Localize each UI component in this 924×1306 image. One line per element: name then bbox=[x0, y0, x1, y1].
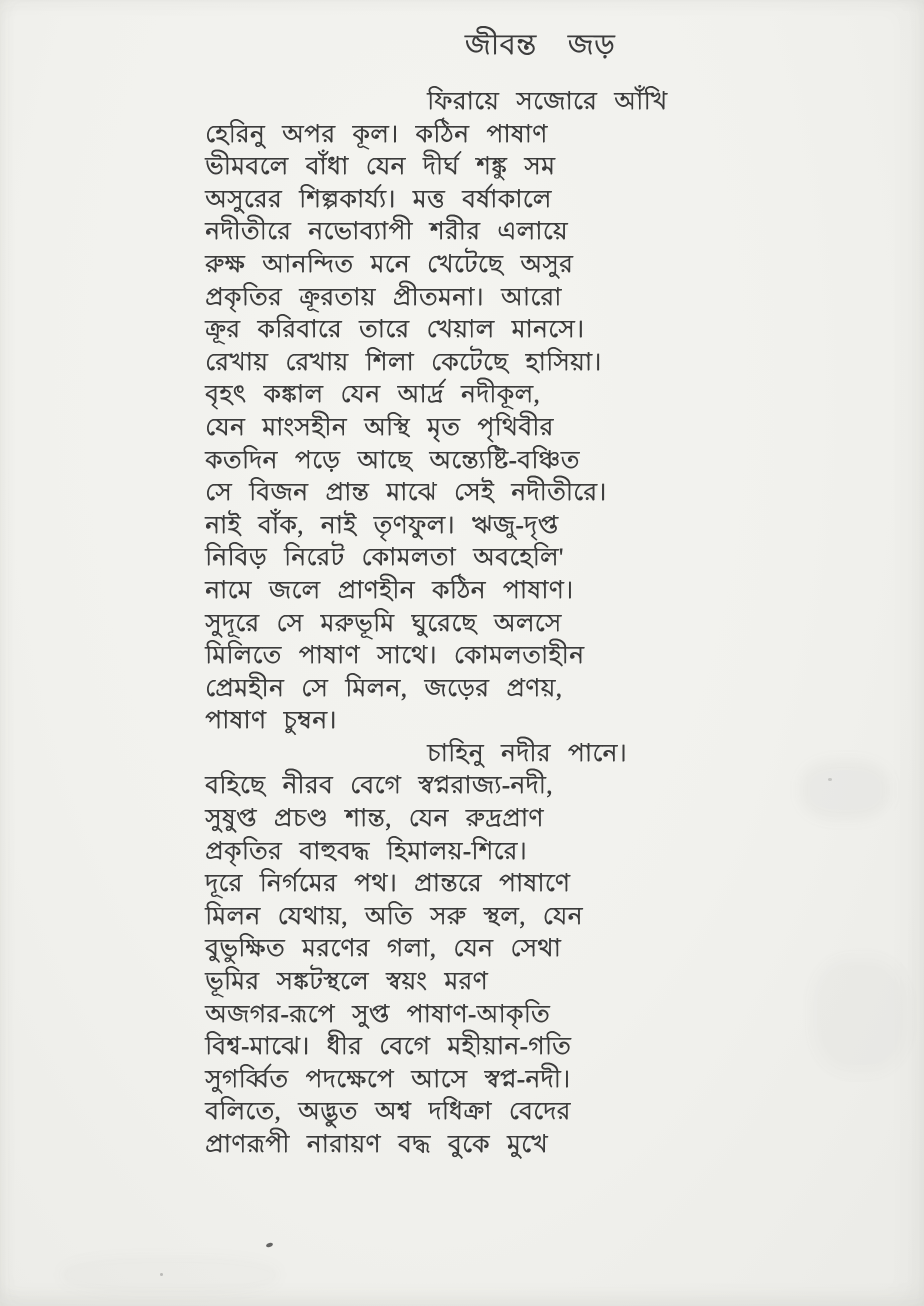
ink-speck bbox=[160, 1273, 163, 1276]
poem-line: রেখায় রেখায় শিলা কেটেছে হাসিয়া। bbox=[205, 348, 602, 376]
poem-line: কতদিন পড়ে আছে অন্ত্যেষ্টি-বঞ্চিত bbox=[205, 446, 580, 474]
scan-smudge bbox=[60, 1255, 280, 1295]
poem-line: প্রকৃতির বাহুবদ্ধ হিমালয়-শিরে। bbox=[205, 837, 527, 865]
poem-line: সুগর্ব্বিত পদক্ষেপে আসে স্বপ্ন-নদী। bbox=[205, 1065, 571, 1093]
poem-body bbox=[205, 86, 805, 1162]
poem-line: সে বিজন প্রান্ত মাঝে সেই নদীতীরে। bbox=[205, 479, 607, 507]
poem-line: অসুরের শিল্পকার্য্য। মত্ত বর্ষাকালে bbox=[205, 185, 552, 213]
poem-line: নদীতীরে নভোব্যাপী শরীর এলায়ে bbox=[205, 218, 568, 246]
poem-line: বলিতে, অদ্ভুত অশ্ব দধিক্রা বেদের bbox=[205, 1098, 571, 1126]
poem-line: ক্রূর করিবারে তারে খেয়াল মানসে। bbox=[205, 316, 585, 344]
poem-line: দূরে নির্গমের পথ। প্রান্তরে পাষাণে bbox=[205, 870, 571, 898]
poem-line: পাষাণ চুম্বন। bbox=[205, 707, 337, 735]
poem-line: মিলিতে পাষাণ সাথে। কোমলতাহীন bbox=[205, 642, 585, 670]
poem-line: ভূমির সঙ্কটস্থলে স্বয়ং মরণ bbox=[205, 968, 488, 996]
poem-line: বুভুক্ষিত মরণের গলা, যেন সেথা bbox=[205, 935, 562, 963]
poem-line: অজগর-রূপে সুপ্ত পাষাণ-আকৃতি bbox=[205, 1000, 550, 1028]
poem-line: নিবিড় নিরেট কোমলতা অবহেলি' bbox=[205, 544, 564, 572]
poem-line: সুদূরে সে মরুভূমি ঘুরেছে অলসে bbox=[205, 609, 562, 637]
ink-speck bbox=[266, 1242, 274, 1248]
poem-line: প্রাণরূপী নারায়ণ বদ্ধ বুকে মুখে bbox=[205, 1131, 548, 1158]
poem-line: প্রেমহীন সে মিলন, জড়ের প্রণয়, bbox=[205, 674, 563, 702]
poem-line: চাহিনু নদীর পানে। bbox=[427, 739, 627, 767]
poem-line: বহিছে নীরব বেগে স্বপ্নরাজ্য-নদী, bbox=[205, 772, 553, 800]
poem-line: বিশ্ব-মাঝে। ধীর বেগে মহীয়ান-গতি bbox=[205, 1033, 572, 1061]
poem-line: রুক্ষ আনন্দিত মনে খেটেছে অসুর bbox=[205, 250, 574, 278]
poem-line: মিলন যেথায়, অতি সরু স্থল, যেন bbox=[205, 902, 583, 930]
ink-speck bbox=[828, 778, 832, 781]
poem-line: প্রকৃতির ক্রূরতায় প্রীতমনা। আরো bbox=[205, 283, 562, 311]
poem-line: সুষুপ্ত প্রচণ্ড শান্ত, যেন রুদ্রপ্রাণ bbox=[205, 805, 544, 833]
poem-line: হেরিনু অপর কূল। কঠিন পাষাণ bbox=[205, 120, 548, 148]
scan-smudge bbox=[810, 955, 910, 1075]
poem-line: ফিরায়ে সজোরে আঁখি bbox=[427, 88, 668, 115]
poem-line: ভীমবলে বাঁধা যেন দীর্ঘ শঙ্কু সম bbox=[205, 153, 556, 181]
poem-title: জীবন্ত জড় bbox=[464, 29, 616, 61]
poem-line: নামে জলে প্রাণহীন কঠিন পাষাণ। bbox=[205, 576, 574, 604]
poem-line: বৃহৎ কঙ্কাল যেন আর্দ্র নদীকূল, bbox=[205, 381, 540, 409]
scan-smudge bbox=[800, 760, 890, 820]
poem-line: যেন মাংসহীন অস্থি মৃত পৃথিবীর bbox=[205, 413, 554, 441]
poem-line: নাই বাঁক, নাই তৃণফুল। ঋজু-দৃপ্ত bbox=[205, 511, 559, 539]
